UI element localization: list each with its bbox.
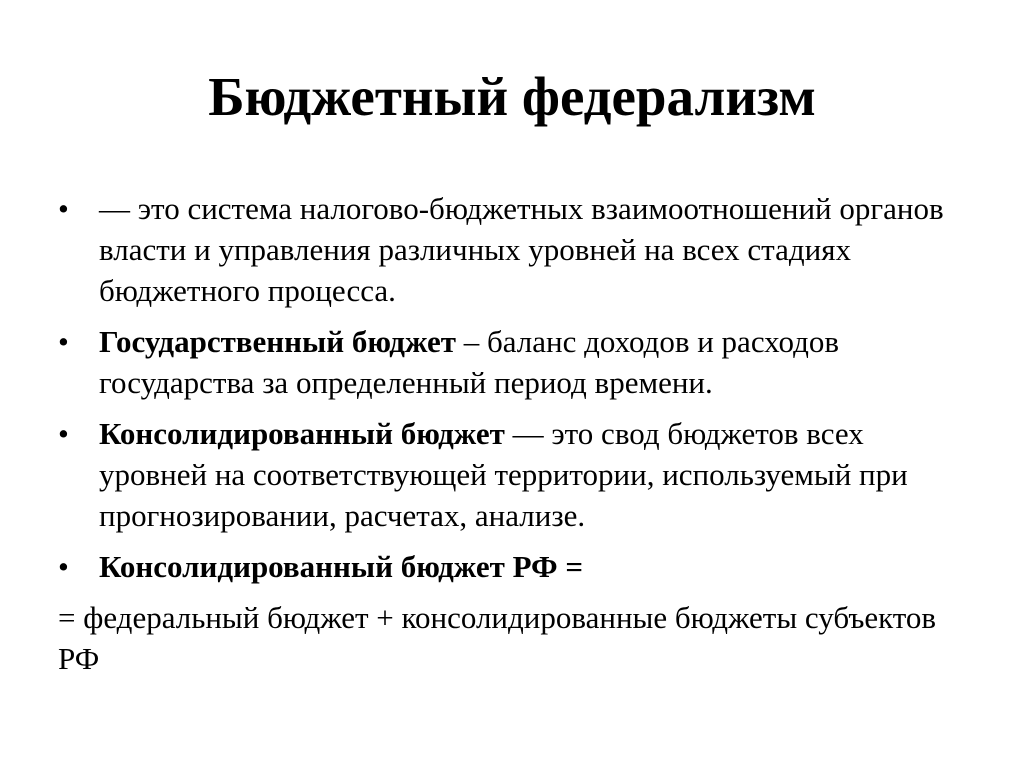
bullet-state-budget bbox=[58, 321, 978, 403]
slide-content bbox=[58, 188, 978, 679]
bullet-list bbox=[58, 188, 978, 587]
bullet-icon: • bbox=[58, 191, 69, 226]
slide-title: Бюджетный федерализм bbox=[208, 66, 816, 127]
bullet-consolidated-budget-rf bbox=[58, 546, 978, 587]
bullet-icon: • bbox=[58, 416, 69, 451]
bullet-icon: • bbox=[58, 549, 69, 584]
bullet-consolidated-budget bbox=[58, 413, 978, 536]
bullet-definition bbox=[58, 188, 978, 311]
bullet-text: — это система налогово-бюджетных взаимоотношений органов власти и управления различных уровней на всех стадиях бюджетного процесса. bbox=[99, 191, 944, 308]
formula-text: = федеральный бюджет + консолидированные бюджеты субъектов РФ bbox=[58, 600, 937, 676]
bullet-text: — это свод бюджетов всех уровней на соответствующей территории, используемый при прогнозировании, расчетах, анализе. bbox=[99, 416, 908, 533]
bullet-term: Консолидированный бюджет РФ = bbox=[99, 549, 584, 584]
bullet-term: Консолидированный бюджет bbox=[99, 416, 505, 451]
bullet-icon: • bbox=[58, 324, 69, 359]
bullet-term: Государственный бюджет bbox=[99, 324, 456, 359]
bullet-text: – баланс доходов и расходов государства за определенный период времени. bbox=[99, 324, 840, 400]
